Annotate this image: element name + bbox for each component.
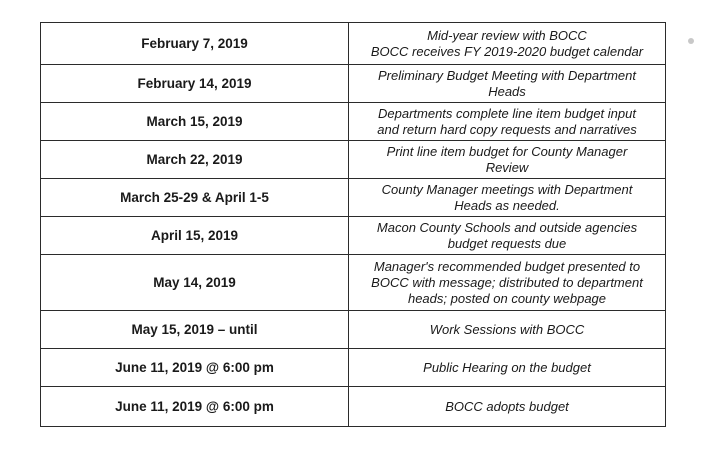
- date-cell: February 14, 2019: [41, 65, 349, 103]
- event-text: Heads as needed.: [454, 197, 560, 213]
- date-cell: February 7, 2019: [41, 23, 349, 65]
- date-cell: April 15, 2019: [41, 217, 349, 255]
- event-cell: [349, 387, 666, 427]
- budget-calendar-table: [40, 22, 666, 427]
- event-text: budget requests due: [447, 235, 567, 251]
- event-cell: [349, 141, 666, 179]
- event-text: Heads: [488, 83, 526, 99]
- table-row: [41, 255, 666, 311]
- table-row: [41, 217, 666, 255]
- event-text: BOCC with message; distributed to department: [371, 274, 643, 290]
- date-cell: June 11, 2019 @ 6:00 pm: [41, 349, 349, 387]
- event-text: BOCC receives FY 2019-2020 budget calendar: [370, 43, 644, 59]
- table-row: [41, 311, 666, 349]
- event-cell: [349, 23, 666, 65]
- event-text: Mid-year review with BOCC: [427, 27, 587, 43]
- event-cell: [349, 179, 666, 217]
- event-text: Macon County Schools and outside agencies: [376, 219, 638, 235]
- event-cell: [349, 311, 666, 349]
- table-row: [41, 65, 666, 103]
- table-row: [41, 23, 666, 65]
- table-row: [41, 103, 666, 141]
- date-cell: May 14, 2019: [41, 255, 349, 311]
- event-text: Preliminary Budget Meeting with Department: [378, 67, 636, 83]
- date-cell: May 15, 2019 – until: [41, 311, 349, 349]
- event-cell: [349, 217, 666, 255]
- date-cell: June 11, 2019 @ 6:00 pm: [41, 387, 349, 427]
- table-row: [41, 179, 666, 217]
- event-cell: [349, 65, 666, 103]
- event-text: heads; posted on county webpage: [407, 290, 607, 306]
- table-row: [41, 141, 666, 179]
- event-text: Manager's recommended budget presented to: [373, 258, 641, 274]
- scan-speck: [688, 38, 694, 44]
- event-text: County Manager meetings with Department: [381, 181, 633, 197]
- event-text: Review: [485, 159, 529, 175]
- date-cell: March 15, 2019: [41, 103, 349, 141]
- event-text: and return hard copy requests and narratives: [377, 121, 637, 137]
- event-text: BOCC adopts budget: [445, 398, 569, 414]
- date-cell: March 22, 2019: [41, 141, 349, 179]
- event-cell: [349, 103, 666, 141]
- event-text: Public Hearing on the budget: [423, 359, 591, 375]
- event-text: Print line item budget for County Manager: [386, 143, 628, 159]
- event-text: Departments complete line item budget input: [378, 105, 636, 121]
- table-row: [41, 349, 666, 387]
- event-text: Work Sessions with BOCC: [429, 321, 585, 337]
- event-cell: [349, 255, 666, 311]
- date-cell: March 25-29 & April 1-5: [41, 179, 349, 217]
- table-row: [41, 387, 666, 427]
- event-cell: [349, 349, 666, 387]
